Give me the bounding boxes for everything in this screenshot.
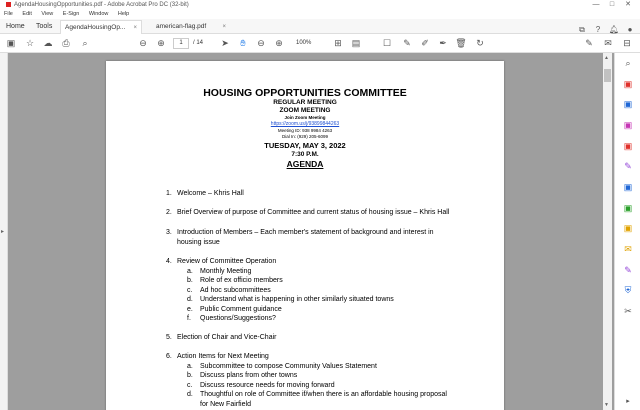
search-tool-icon[interactable]: ⌕ [625, 58, 631, 68]
tab-bar-actions [574, 19, 638, 34]
close-tab-icon[interactable]: × [222, 24, 226, 30]
doc-subtitle-regular: REGULAR MEETING [273, 99, 337, 106]
share-icon[interactable]: ▣ [623, 223, 633, 233]
item-number: 5. [166, 334, 172, 341]
more-tools-icon[interactable]: ⊟ [623, 38, 631, 48]
meeting-date: TUESDAY, MAY 3, 2022 [264, 141, 346, 150]
page-view-icon[interactable]: ▤ [351, 38, 361, 48]
subitem-letter: c. [187, 381, 193, 389]
doc-join-zoom: Join Zoom Meeting [284, 115, 326, 120]
subitem-text: Understand what is happening in other similarly situated towns [200, 296, 394, 303]
subitem-text: Role of ex officio members [200, 277, 283, 284]
rotate-icon[interactable]: ↻ [476, 38, 484, 48]
subitem-text: Public Comment guidance [200, 305, 282, 313]
expand-tools-icon[interactable]: ▸ [626, 398, 630, 405]
help-icon[interactable]: ? [595, 25, 601, 34]
scroll-up-icon[interactable]: ▲ [604, 55, 609, 61]
subitem-text: Ad hoc subcommittees [200, 286, 271, 294]
vertical-scrollbar[interactable] [603, 53, 612, 410]
subitem-text: Discuss plans from other towns [200, 372, 298, 379]
subitem-letter: a. [187, 267, 193, 275]
agenda-heading: AGENDA [286, 159, 324, 169]
item-number: 3. [166, 229, 172, 236]
window-title: AgendaHousingOpportunities.pdf - Adobe Acrobat Pro DC (32-bit) [14, 2, 189, 8]
subitem-text: for New Fairfield [200, 400, 251, 408]
email-icon[interactable]: ✉ [604, 38, 612, 48]
tab-bar [0, 19, 640, 34]
doc-tab-flag[interactable] [152, 20, 230, 34]
subitem-text: Thoughtful on role of Committee if/when there is an affordable housing proposal [200, 391, 447, 398]
subitem-letter: d. [187, 391, 193, 398]
sign-icon[interactable]: ✒ [439, 38, 447, 48]
page-up-icon[interactable]: ⊖ [139, 38, 147, 48]
doc-tab-agenda[interactable] [60, 20, 142, 34]
zoom-in-icon[interactable]: ⊕ [275, 38, 283, 48]
hand-tool-icon[interactable]: ✋︎ [240, 38, 246, 48]
subitem-letter: a. [187, 362, 193, 370]
pen-icon[interactable]: ✎ [403, 38, 411, 48]
item-text: housing issue [177, 238, 220, 246]
print-icon[interactable]: ⎙ [62, 38, 70, 48]
subitem-text: Subcommittee to compose Community Values Statement [200, 362, 377, 370]
acrobat-app-icon [6, 2, 11, 7]
request-esign-icon[interactable]: ✎ [624, 265, 632, 275]
right-tools-rail [614, 53, 640, 410]
fit-page-icon[interactable]: ⊞ [334, 38, 342, 48]
item-number: 1. [166, 190, 172, 197]
subitem-text: Discuss resource needs for moving forward [200, 381, 335, 389]
subitem-letter: b. [187, 372, 193, 379]
export-pdf-icon[interactable]: ▣ [623, 141, 633, 151]
tab-home[interactable]: Home [6, 23, 25, 30]
close-tab-icon[interactable]: × [133, 25, 137, 31]
menu-edit[interactable]: Edit [22, 11, 32, 17]
scan-ocr-icon[interactable]: ▣ [623, 203, 633, 213]
item-text: Election of Chair and Vice-Chair [177, 334, 277, 341]
item-text: Brief Overview of purpose of Committee and current status of housing issue – Khris Hall [177, 209, 450, 216]
subitem-letter: f. [187, 315, 191, 322]
close-window-button[interactable]: ✕ [625, 1, 631, 8]
menu-bar [0, 10, 640, 19]
search-icon[interactable]: ⌕ [82, 38, 88, 48]
item-number: 2. [166, 209, 172, 216]
doc-title: HOUSING OPPORTUNITIES COMMITTEE [203, 87, 407, 99]
maximize-button[interactable]: □ [609, 1, 615, 8]
menu-help[interactable]: Help [117, 11, 130, 17]
left-panel-rail [0, 53, 8, 410]
subitem-letter: b. [187, 277, 193, 284]
highlight-icon[interactable]: ✐ [421, 38, 429, 48]
page-down-icon[interactable]: ⊕ [157, 38, 165, 48]
item-text: Introduction of Members – Each member's statement of background and interest in [177, 229, 434, 236]
doc-subtitle-zoom: ZOOM MEETING [279, 107, 331, 114]
menu-file[interactable]: File [4, 11, 13, 17]
combine-files-icon[interactable]: ▣ [623, 99, 633, 109]
subitem-text: Monthly Meeting [200, 267, 252, 275]
menu-window[interactable]: Window [88, 11, 109, 17]
expand-left-panel-icon[interactable]: ▸ [1, 229, 5, 235]
share-window-icon[interactable]: ⧉ [579, 25, 585, 34]
user-icon[interactable]: ● [627, 25, 633, 34]
page-number-input[interactable]: 1 [173, 38, 189, 49]
save-icon[interactable]: ▣ [6, 38, 16, 48]
zoom-link[interactable]: https://zoom.us/j/93899844263 [270, 121, 340, 127]
scroll-down-icon[interactable]: ▼ [604, 402, 609, 408]
subitem-letter: e. [187, 305, 193, 313]
window-title-bar [0, 0, 640, 10]
subitem-text: Questions/Suggestions? [200, 315, 276, 322]
edit-pdf-tool-icon[interactable]: ▣ [623, 120, 633, 130]
protect-icon[interactable]: ⛨ [624, 285, 632, 295]
edit-pdf-icon[interactable]: ✎ [585, 38, 593, 48]
meeting-id: Meeting ID: 938 9984 4263 [277, 128, 333, 133]
fill-sign-icon[interactable]: ✎ [624, 161, 632, 171]
comment-tool-icon[interactable]: ✉ [624, 244, 632, 254]
pdf-page [106, 61, 504, 410]
organize-pages-icon[interactable]: ▣ [623, 182, 633, 192]
item-number: 4. [166, 258, 172, 265]
subitem-letter: d. [187, 296, 193, 303]
item-text: Review of Committee Operation [177, 258, 277, 265]
subitem-letter: c. [187, 286, 193, 294]
dial-in: Dial In: (929) 205-6099 [281, 134, 329, 139]
tab-tools[interactable]: Tools [36, 23, 53, 30]
document-viewer[interactable] [8, 53, 614, 410]
meeting-time: 7:30 P.M. [291, 151, 319, 158]
delete-icon[interactable]: 🗑︎ [455, 38, 467, 48]
zoom-out-icon[interactable]: ⊖ [257, 38, 265, 48]
minimize-button[interactable]: — [592, 1, 600, 8]
bell-icon[interactable]: 🔔︎ [608, 25, 620, 34]
menu-view[interactable]: View [41, 11, 54, 17]
item-number: 6. [166, 353, 172, 360]
item-text: Welcome – Khris Hall [177, 190, 244, 197]
toolbar [0, 34, 640, 53]
window-controls [588, 0, 636, 10]
scroll-thumb[interactable] [604, 69, 611, 82]
select-cursor-icon[interactable]: ➤ [221, 38, 229, 48]
more-tools-wrench-icon[interactable]: ✂ [624, 306, 632, 316]
page-total: / 14 [193, 40, 204, 46]
item-text: Action Items for Next Meeting [177, 353, 269, 360]
doc-tab-label: american-flag.pdf [156, 23, 207, 30]
bookmark-star-icon[interactable]: ☆ [25, 38, 35, 48]
create-pdf-icon[interactable]: ▣ [623, 79, 633, 89]
zoom-level-select[interactable]: 100% [296, 40, 312, 46]
comment-icon[interactable]: ☐ [382, 38, 392, 48]
menu-esign[interactable]: E-Sign [62, 11, 80, 17]
doc-tab-label: AgendaHousingOp... [65, 24, 126, 31]
upload-cloud-icon[interactable]: ☁ [43, 38, 53, 48]
